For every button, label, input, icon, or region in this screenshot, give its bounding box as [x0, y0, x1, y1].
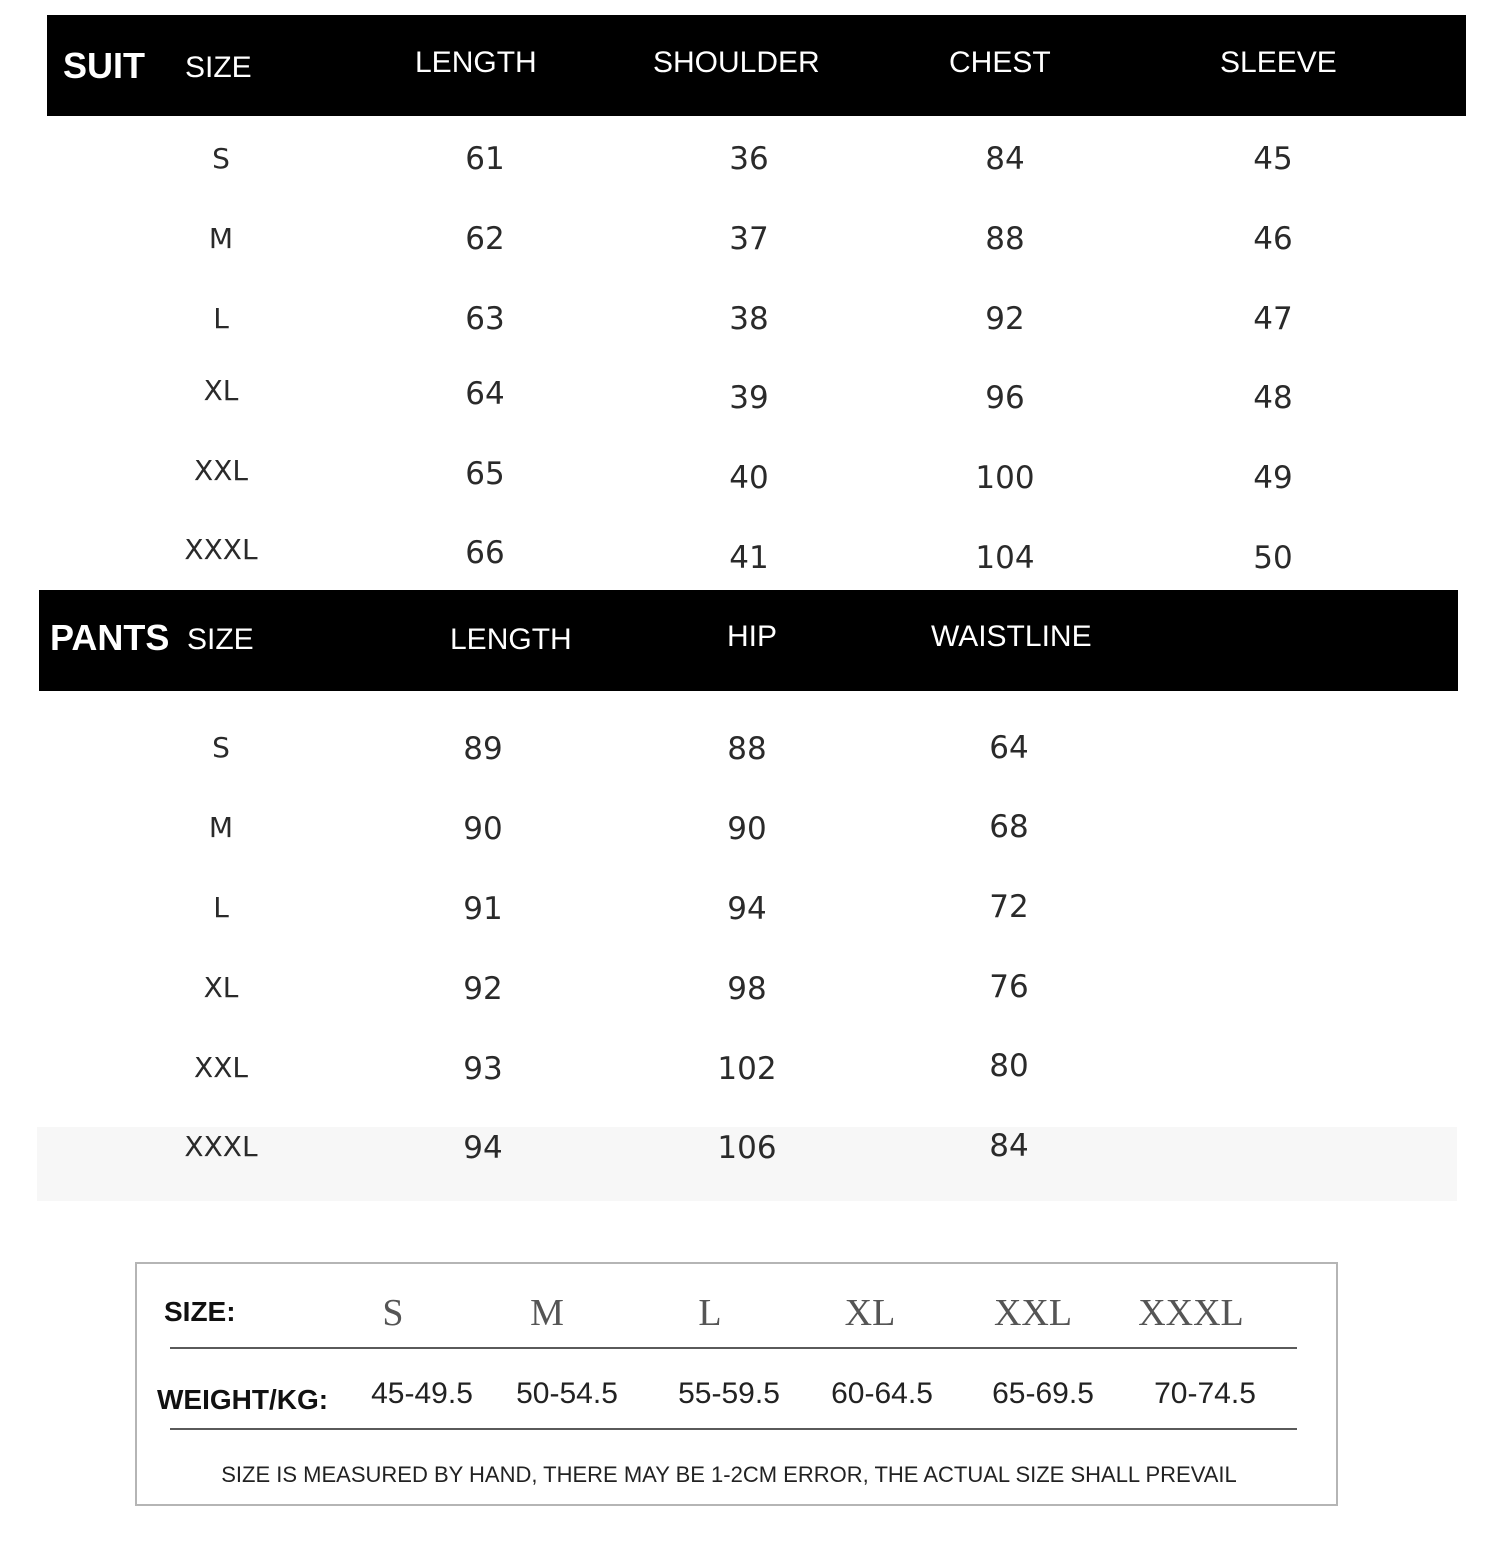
pants-cell-size: M [208, 811, 234, 844]
suit-cell-size: S [212, 142, 230, 175]
pants-cell-size: S [212, 731, 230, 764]
pants-cell-length: 89 [463, 731, 503, 767]
pants-title: PANTS [50, 617, 170, 658]
suit-cell-shoulder: 40 [729, 460, 769, 496]
pants-cell-length: 91 [463, 891, 503, 927]
suit-cell-shoulder: 36 [729, 141, 769, 177]
suit-col-chest: CHEST [949, 46, 1051, 79]
pants-cell-hip: 90 [727, 811, 767, 847]
weight-kg-value: 70-74.5 [1154, 1377, 1256, 1410]
pants-cell-waistline: 72 [989, 889, 1029, 925]
pants-cell-waistline: 64 [989, 730, 1029, 766]
pants-cell-length: 94 [463, 1130, 503, 1166]
pants-cell-size: XXXL [184, 1130, 258, 1163]
suit-cell-size: XL [203, 374, 239, 407]
suit-col-length: LENGTH [415, 46, 537, 79]
weight-kg-value: 60-64.5 [831, 1377, 933, 1410]
pants-cell-waistline: 84 [989, 1128, 1029, 1164]
pants-cell-size: XXL [194, 1051, 248, 1084]
suit-cell-length: 66 [465, 535, 505, 571]
suit-cell-chest: 100 [975, 460, 1035, 496]
weight-kg-value: 55-59.5 [678, 1377, 780, 1410]
suit-cell-shoulder: 41 [729, 540, 769, 576]
suit-cell-sleeve: 46 [1253, 221, 1293, 257]
pants-cell-hip: 88 [727, 731, 767, 767]
weight-size-value: XXL [993, 1292, 1073, 1334]
pants-cell-size: XL [203, 971, 239, 1004]
suit-cell-sleeve: 45 [1253, 141, 1293, 177]
pants-col-length: LENGTH [450, 623, 572, 656]
pants-cell-waistline: 68 [989, 809, 1029, 845]
suit-cell-length: 64 [465, 376, 505, 412]
weight-divider-top [170, 1347, 1297, 1349]
suit-col-size: SIZE [185, 51, 252, 84]
suit-cell-shoulder: 38 [729, 301, 769, 337]
suit-cell-sleeve: 50 [1253, 540, 1293, 576]
pants-cell-length: 93 [463, 1051, 503, 1087]
suit-cell-sleeve: 47 [1253, 301, 1293, 337]
suit-cell-size: XXXL [184, 533, 258, 566]
suit-cell-shoulder: 37 [729, 221, 769, 257]
weight-kg-value: 65-69.5 [992, 1377, 1094, 1410]
suit-cell-shoulder: 39 [729, 380, 769, 416]
suit-cell-sleeve: 48 [1253, 380, 1293, 416]
pants-cell-waistline: 80 [989, 1048, 1029, 1084]
pants-cell-hip: 106 [717, 1130, 777, 1166]
pants-cell-hip: 94 [727, 891, 767, 927]
suit-cell-size: XXL [194, 454, 248, 487]
suit-cell-sleeve: 49 [1253, 460, 1293, 496]
weight-kg-value: 45-49.5 [371, 1377, 473, 1410]
pants-cell-size: L [213, 891, 229, 924]
suit-cell-length: 65 [465, 456, 505, 492]
suit-cell-size: M [208, 222, 234, 255]
suit-col-shoulder: SHOULDER [653, 46, 820, 79]
measurement-note: SIZE IS MEASURED BY HAND, THERE MAY BE 1-2CM ERROR, THE ACTUAL SIZE SHALL PREVAIL [221, 1462, 1237, 1487]
pants-cell-length: 92 [463, 971, 503, 1007]
pants-col-size: SIZE [187, 623, 254, 656]
weight-size-value: XXXL [1138, 1292, 1244, 1334]
suit-cell-length: 61 [465, 141, 505, 177]
suit-cell-chest: 96 [985, 380, 1025, 416]
suit-cell-chest: 84 [985, 141, 1025, 177]
pants-cell-length: 90 [463, 811, 503, 847]
suit-cell-size: L [213, 302, 229, 335]
weight-size-label: SIZE: [164, 1296, 236, 1327]
weight-kg-value: 50-54.5 [516, 1377, 618, 1410]
pants-col-hip: HIP [727, 620, 778, 653]
pants-cell-hip: 98 [727, 971, 767, 1007]
pants-cell-waistline: 76 [989, 969, 1029, 1005]
weight-size-value: L [698, 1292, 722, 1334]
suit-cell-chest: 88 [985, 221, 1025, 257]
suit-cell-chest: 104 [975, 540, 1035, 576]
suit-col-sleeve: SLEEVE [1220, 46, 1337, 79]
weight-divider-bottom [170, 1428, 1297, 1430]
suit-cell-length: 63 [465, 301, 505, 337]
suit-cell-chest: 92 [985, 301, 1025, 337]
weight-size-value: XL [844, 1292, 896, 1334]
weight-size-value: M [530, 1292, 564, 1334]
weight-kg-label: WEIGHT/KG: [157, 1384, 329, 1415]
suit-cell-length: 62 [465, 221, 505, 257]
suit-title: SUIT [63, 45, 146, 86]
pants-cell-hip: 102 [717, 1051, 777, 1087]
pants-col-waistline: WAISTLINE [931, 620, 1092, 653]
weight-size-value: S [382, 1292, 404, 1334]
